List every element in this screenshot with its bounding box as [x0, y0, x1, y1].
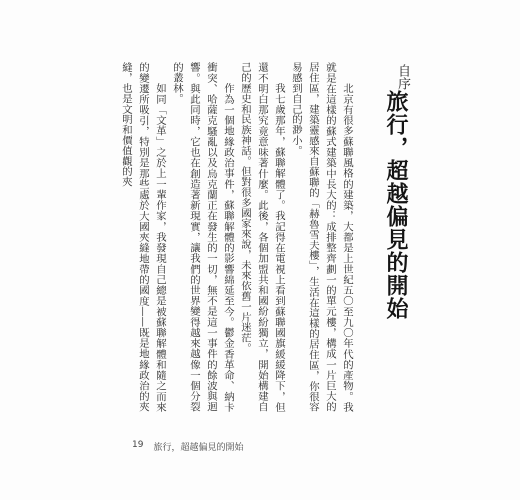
body-text: [120, 62, 355, 412]
running-title: 旅行，超越偏見的開始: [153, 443, 244, 453]
paragraph: 如同「文革」之於上一輩作家，我發現自己總是被蘇聯解體和隨之而來的變遷所吸引，特別是那些處於大國夾縫地帶的國度——既是地緣政治的夾縫，也是文明和價值觀的夾: [120, 62, 166, 412]
page-number: 19: [132, 440, 144, 450]
paragraph: 我七歲那年，蘇聯解體了。我記得在電視上看到蘇聯國旗緩緩降下，但還不明白那究竟意味著什麼。此後，各個加盟共和國紛紛獨立，開始構建自己的歷史和民族神話。但對很多國家來說，未來依舊一片迷茫。: [239, 62, 285, 412]
chapter-title: 旅行，超越偏見的開始: [383, 90, 409, 320]
chapter-heading: [377, 64, 412, 320]
page-footer: [132, 440, 243, 453]
paragraph: 北京有很多蘇聯風格的建築，大都是上世紀五〇至九〇年代的產物。我就是在這樣的蘇式建築中長大的：成排整齊劃一的單元樓，構成一片巨大的居住區，建築靈感來自蘇聯的「赫魯雪夫樓」，生活在這樣的居住區，你很容易感到自己的渺小。: [290, 62, 353, 412]
paragraph: 作為一個地緣政治事件，蘇聯解體的影響綿延至今。鬱金香革命、納卡衝突、哈薩克騷亂以及烏克蘭正在發生的一切，無不是這一事件的餘波與迴響。與此同時，它也在創造著新現實，讓我們的世界變得越來越像一個分裂的叢林。: [171, 62, 234, 412]
chapter-subtitle: 自序: [395, 64, 410, 90]
